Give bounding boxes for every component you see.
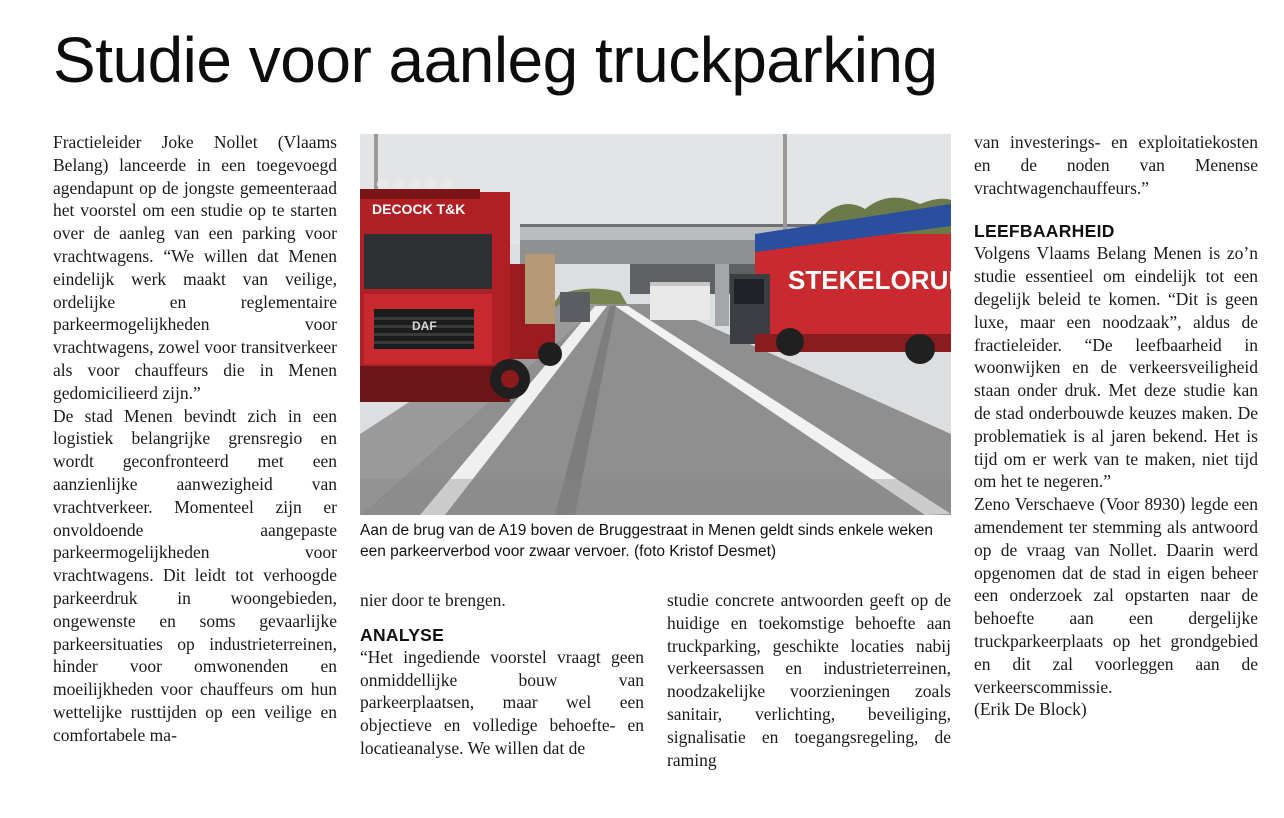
section-heading-analyse: ANALYSE [360,624,445,645]
paragraph: studie concrete antwoorden geeft op de huidige en toekomstige behoefte aan truckparking, geschikte locaties nabij verkeersassen en industrieterreinen, noodzakelijke voorzieningen zoals sanitair, verlichting, beveiliging, signalisatie en toegangsregeling, de raming [667,590,951,770]
article-column-3 [667,589,951,771]
news-photo [360,134,970,515]
paragraph: De stad Menen bevindt zich in een logistiek belangrijke grensregio en wordt geconfronteerd met een aanzienlijke aanwezigheid van vrachtverkeer. Momenteel zijn er onvoldoende aangepaste parkeermogelijkheden voor vrachtwagens. Dit leidt tot verhoogde parkeerdruk in woongebieden, ongewenste en soms gevaarlijke parkeersituaties op industrieterreinen, hinder voor omwonenden en moeilijkheden voor chauffeurs om hun wettelijke rusttijden op een veilige en comfortabele ma- [53,405,337,745]
paragraph: Zeno Verschaeve (Voor 8930) legde een amendement ter stemming als antwoord op de vraag van Nollet. Daarin werd opgenomen dat de stad in eigen beheer een onderzoek zal opstarten naar de behoefte aan een dergelijke truckparkeerplaats op het grondgebied en dit zal voorleggen aan de verkeerscommissie. [974,494,1258,697]
truck-label-left: DECOCK T&K [372,201,466,217]
article-column-1 [53,131,337,747]
paragraph: “Het ingediende voorstel vraagt geen onmiddellijke bouw van parkeerplaatsen, maar wel een objectieve en volledige behoefte- en locatieanalyse. We willen dat de [360,646,644,758]
paragraph: nier door te brengen. [360,590,506,610]
article-column-4 [974,131,1258,721]
byline: (Erik De Block) [974,699,1087,720]
headline: Studie voor aanleg truckparking [53,24,938,96]
section-heading-leefbaarheid: LEEFBAARHEID [974,221,1115,242]
article-column-2 [360,589,644,760]
truck-label-right: STEKELORUM [788,265,970,295]
paragraph: Fractieleider Joke Nollet (Vlaams Belang) lanceerde in een toegevoegd agendapunt op de jongste gemeenteraad het voorstel om een studie op te starten over de aanleg van een parking voor vrachtwagens. “We willen dat Menen eindelijk werk maakt van veilige, ordelijke en reglementaire parkeermogelijkheden voor vrachtwagens, zowel voor transitverkeer als voor chauffeurs die in Menen gedomicilieerd zijn.” [53,132,337,403]
paragraph: Volgens Vlaams Belang Menen is zo’n studie essentieel om eindelijk tot een degelijk beleid te komen. “Dit is geen luxe, maar een noodzaak”, aldus de fractieleider. “De leefbaarheid in woonwijken en de verkeersveiligheid staan onder druk. Met deze studie kan de stad onderbouwde keuzes maken. De problematiek is al jaren bekend. Het is tijd om er werk van te maken, niet tijd om het te negeren.” [974,243,1258,492]
paragraph: van investerings- en exploitatiekosten en de noden van Menense vrachtwagenchauffeurs.” [974,132,1258,198]
photo-caption: Aan de brug van de A19 boven de Bruggestraat in Menen geldt sinds enkele weken een parkeerverbod voor zwaar vervoer. (foto Kristof Desmet) [360,522,934,560]
truck-brand-label: DAF [412,319,437,333]
